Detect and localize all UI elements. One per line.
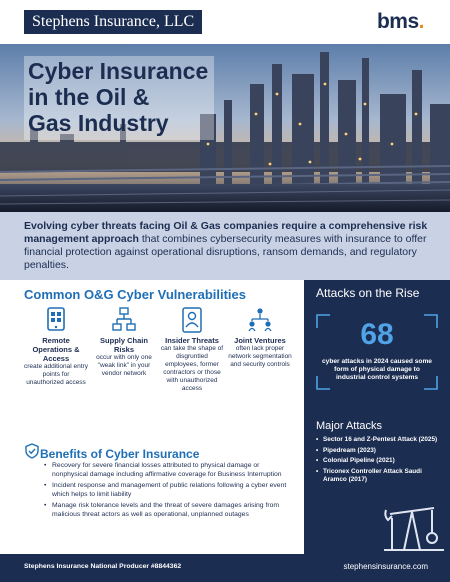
benefit-item	[44, 462, 292, 479]
attack-text: Sector 16 and Z-Pentest Attack (2025)	[323, 436, 438, 443]
attack-text: Pipedream (2023)	[323, 446, 376, 454]
intro-rest: that combines cybersecurity measures with insurance to offer financial protection against operational disruptions, ransom demands, and regulatory penalties.	[24, 233, 427, 271]
producer-number: Stephens Insurance National Producer #8844362	[24, 563, 182, 570]
intro-text	[24, 220, 428, 272]
benefits-heading: Benefits of Cyber Insurance	[40, 447, 200, 461]
attack-text: Colonial Pipeline (2021)	[323, 457, 395, 464]
supply-chain-icon	[112, 306, 136, 334]
attack-item	[316, 447, 440, 455]
pumpjack-icon	[384, 504, 444, 552]
sidebar-heading: Attacks on the Rise	[316, 286, 420, 300]
security-check-icon	[24, 443, 40, 459]
bms-logo	[377, 10, 424, 34]
insider-threat-icon	[180, 306, 204, 334]
major-attacks-heading: Major Attacks	[316, 420, 383, 432]
vulnerability-title: Supply Chain Risks	[100, 336, 148, 354]
vulnerability-title: Insider Threats	[165, 336, 219, 345]
vulnerability-desc: occur with only one "weak link" in your vendor network	[96, 354, 152, 377]
attack-text: Triconex Controller Attack Saudi Aramco (2017)	[323, 467, 422, 483]
remote-operations-icon	[44, 306, 68, 334]
vulnerabilities-list	[24, 306, 292, 436]
intro-band	[0, 212, 450, 280]
header	[0, 0, 450, 44]
joint-ventures-icon	[248, 306, 272, 334]
attack-item	[316, 436, 440, 444]
attacks-sidebar	[304, 280, 450, 554]
vulnerability-item	[228, 306, 292, 369]
benefit-item	[44, 502, 292, 519]
vulnerability-item	[24, 306, 88, 387]
attack-item	[316, 457, 440, 465]
website-link[interactable]: stephensinsurance.com	[343, 562, 428, 571]
benefit-item	[44, 482, 292, 499]
vulnerability-title: Remote Operations & Access	[32, 336, 80, 363]
benefits-list	[44, 462, 292, 523]
logo-dot: .	[418, 10, 424, 33]
vulnerability-item	[92, 306, 156, 378]
stat-description: cyber attacks in 2024 caused some form of physical damage to industrial control systems	[322, 358, 432, 381]
stat-box	[316, 314, 438, 390]
attack-item	[316, 468, 440, 484]
logo-text: bms	[376, 10, 419, 33]
vulnerability-title: Joint Ventures	[234, 336, 286, 345]
vulnerabilities-heading: Common O&G Cyber Vulnerabilities	[24, 287, 247, 302]
title-line-3: Gas Industry	[28, 110, 169, 136]
company-name: Stephens Insurance, LLC	[24, 10, 202, 34]
benefit-text: Incident response and management of public relations following a cyber event which helps to limit liability	[52, 482, 287, 498]
page-title	[24, 56, 214, 140]
title-line-2: in the Oil &	[28, 84, 150, 110]
title-line-1: Cyber Insurance	[28, 58, 209, 84]
vulnerability-desc: often lack proper network segmentation and security controls	[228, 345, 292, 368]
benefit-text: Manage risk tolerance levels and the threat of severe damages arising from malicious threat actors as well as operational, unplanned outages	[52, 502, 280, 518]
vulnerability-desc: create additional entry points for unauthorized access	[24, 363, 88, 386]
major-attacks-list	[316, 436, 440, 486]
hero-image	[0, 44, 450, 212]
stat-number: 68	[360, 318, 394, 351]
vulnerability-desc: can take the shape of disgruntled employees, former contractors or those with unauthorized access	[160, 345, 224, 392]
benefit-text: Recovery for severe financial losses attributed to physical damage or nonphysical damage including affirmative coverage for Business Interruption	[52, 462, 282, 478]
vulnerability-item	[160, 306, 224, 393]
footer	[0, 554, 450, 582]
intro-bold: Evolving cyber threats facing Oil & Gas companies require a comprehensive risk management approach	[24, 220, 428, 245]
